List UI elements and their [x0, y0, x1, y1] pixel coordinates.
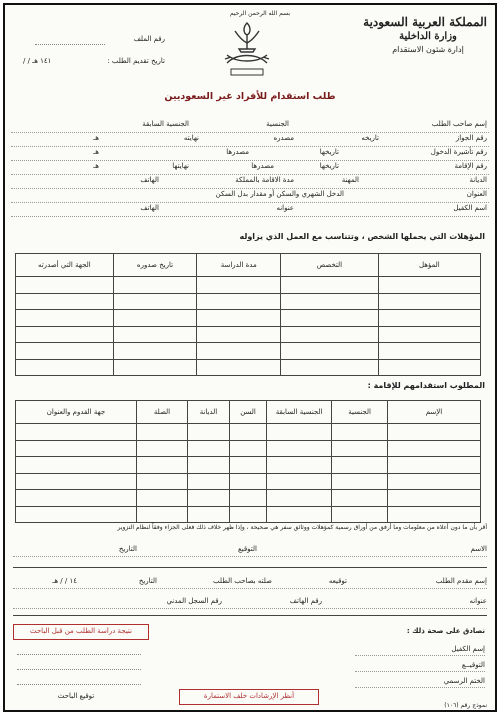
table-cell[interactable] [388, 506, 481, 523]
col-nationality: الجنسية [332, 401, 388, 424]
table-cell[interactable] [188, 424, 230, 441]
result-line [17, 654, 141, 655]
table-cell[interactable] [332, 473, 388, 490]
form-title: طلب استقدام للأفراد غير السعوديين [164, 91, 336, 102]
table-row [16, 326, 481, 343]
instructions-box: أنظر الإرشادات خلف الاستمارة [179, 689, 319, 705]
submitter-date-label: التاريخ [138, 577, 157, 585]
hijri-suffix: هـ [93, 134, 99, 142]
table-cell[interactable] [378, 277, 480, 294]
qualifications-header-row [16, 254, 481, 277]
table-cell[interactable] [188, 506, 230, 523]
col-relation: الصلة [136, 401, 187, 424]
passport-expiry-label: نهايته [183, 134, 199, 142]
table-cell[interactable] [113, 359, 197, 376]
divider [13, 615, 487, 616]
table-cell[interactable] [332, 457, 388, 474]
table-cell[interactable] [229, 506, 266, 523]
table-row [16, 506, 481, 523]
table-cell[interactable] [16, 326, 114, 343]
file-number-line [35, 44, 105, 45]
col-previous-nationality: الجنسية السابقة [267, 401, 332, 424]
table-cell[interactable] [267, 424, 332, 441]
ministry-name: وزارة الداخلية [399, 31, 457, 42]
table-cell[interactable] [113, 293, 197, 310]
sponsor-address-label: عنوانه [276, 204, 294, 212]
table-cell[interactable] [229, 473, 266, 490]
table-cell[interactable] [229, 424, 266, 441]
residence-date-label: تاريخها [319, 162, 339, 170]
address-label: العنوان [466, 190, 487, 198]
table-cell[interactable] [197, 326, 281, 343]
table-cell[interactable] [16, 359, 114, 376]
kingdom-name: المملكة العربية السعودية [363, 15, 487, 29]
table-row [16, 277, 481, 294]
col-specialization: التخصص [281, 254, 379, 277]
table-cell[interactable] [281, 293, 379, 310]
dependents-header-row [16, 401, 481, 424]
saudi-emblem-icon [217, 19, 277, 81]
table-cell[interactable] [16, 293, 114, 310]
table-cell[interactable] [197, 343, 281, 360]
income-housing-label: الدخل الشهري والسكن أو مقدار بدل السكن [215, 190, 344, 198]
table-cell[interactable] [388, 424, 481, 441]
profession-label: المهنة [341, 176, 359, 184]
certify-title: نصادق على صحة ذلك : [406, 627, 485, 635]
residence-expiry-label: نهايتها [172, 162, 189, 170]
table-cell[interactable] [16, 310, 114, 327]
result-line [17, 684, 141, 685]
table-cell[interactable] [16, 490, 137, 507]
table-cell[interactable] [281, 277, 379, 294]
field-row-passport [11, 133, 489, 147]
table-cell[interactable] [188, 473, 230, 490]
result-line [17, 669, 141, 670]
submitter-date-value: ١٤ / / هـ [52, 577, 77, 585]
submitter-relation-label: صلته بصاحب الطلب [213, 577, 272, 585]
table-cell[interactable] [332, 490, 388, 507]
form-number: نموذج رقم (١٠٦) [444, 702, 487, 709]
certify-sponsor-label: إسم الكفيل [355, 645, 485, 656]
col-age: السن [229, 401, 266, 424]
declarant-name-label: الاسم [470, 545, 487, 553]
table-cell[interactable] [136, 457, 187, 474]
residence-number-label: رقم الإقامة [454, 162, 487, 170]
dependents-section-title: المطلوب استقدامهم للإقامة : [367, 381, 485, 390]
field-row-religion [11, 175, 489, 189]
applicant-name-label: إسم صاحب الطلب [431, 120, 487, 128]
table-cell[interactable] [267, 457, 332, 474]
table-cell[interactable] [378, 293, 480, 310]
file-number-label: رقم الملف [133, 35, 165, 43]
declaration-text: أقر بأن ما دون أعلاه من معلومات وما أرفق من أوراق رسمية كمؤهلات ووثائق سفر هي صحيحة ، وإذا ظهر خلاف ذلك فعلى الجزاء وفقاً لنظام التزوير [117, 524, 487, 531]
application-form-page [3, 3, 497, 712]
table-cell[interactable] [197, 359, 281, 376]
qualifications-section-title: المؤهلات التي يحملها الشخص ، وتتناسب مع العمل الذي يزاوله [239, 232, 485, 241]
submitter-row [13, 577, 487, 589]
table-cell[interactable] [388, 440, 481, 457]
table-cell[interactable] [378, 326, 480, 343]
declaration-signature-row [13, 545, 487, 557]
table-cell[interactable] [388, 457, 481, 474]
table-cell[interactable] [16, 277, 114, 294]
passport-number-label: رقم الجواز [455, 134, 487, 142]
table-cell[interactable] [16, 457, 137, 474]
researcher-signature-label: توقيع الباحث [57, 692, 95, 700]
visa-number-label: رقم تأشيرة الدخول [430, 148, 487, 156]
table-cell[interactable] [16, 343, 114, 360]
submission-date-value: / / ١٤١ هـ [23, 57, 52, 65]
table-cell[interactable] [16, 424, 137, 441]
table-cell[interactable] [113, 343, 197, 360]
declarant-date-label: التاريخ [118, 545, 137, 553]
certify-seal-label: الختم الرسمي [355, 677, 485, 688]
bismillah: بسم الله الرحمن الرحيم [229, 10, 291, 17]
field-row-address [11, 189, 489, 203]
religion-label: الديانة [469, 176, 487, 184]
submitter-address-label: عنوانه [469, 597, 487, 605]
submitter-name-label: إسم مقدم الطلب [435, 577, 487, 585]
table-cell[interactable] [229, 490, 266, 507]
table-cell[interactable] [267, 473, 332, 490]
sponsor-name-label: اسم الكفيل [453, 204, 487, 212]
submission-date-label: تاريخ تقديم الطلب : [107, 57, 165, 65]
table-cell[interactable] [197, 310, 281, 327]
field-row-residence [11, 161, 489, 175]
header-ministry-block [363, 15, 487, 56]
table-row [16, 473, 481, 490]
previous-nationality-label: الجنسية السابقة [142, 120, 189, 128]
department-name: إدارة شئون الاستقدام [392, 45, 464, 54]
qualifications-table [15, 253, 481, 376]
table-row [16, 310, 481, 327]
col-name: الإسم [388, 401, 481, 424]
table-row [16, 293, 481, 310]
table-cell[interactable] [136, 440, 187, 457]
table-cell[interactable] [378, 359, 480, 376]
table-cell[interactable] [229, 457, 266, 474]
table-cell[interactable] [136, 506, 187, 523]
table-cell[interactable] [113, 277, 197, 294]
col-origin-address: جهة القدوم والعنوان [16, 401, 137, 424]
field-row-sponsor [11, 203, 489, 217]
phone-label: الهاتف [140, 176, 159, 184]
table-cell[interactable] [267, 490, 332, 507]
residence-source-label: مصدرها [251, 162, 274, 170]
divider [13, 567, 487, 568]
table-cell[interactable] [113, 310, 197, 327]
table-cell[interactable] [188, 440, 230, 457]
dependents-table [15, 400, 481, 523]
table-cell[interactable] [378, 343, 480, 360]
table-cell[interactable] [267, 506, 332, 523]
col-study-duration: مدة الدراسة [197, 254, 281, 277]
nationality-label: الجنسية [266, 120, 289, 128]
table-cell[interactable] [229, 440, 266, 457]
table-cell[interactable] [281, 310, 379, 327]
visa-source-label: مصدرها [226, 148, 249, 156]
table-row [16, 343, 481, 360]
table-cell[interactable] [188, 457, 230, 474]
table-row [16, 440, 481, 457]
passport-source-label: مصدره [273, 134, 294, 142]
table-cell[interactable] [16, 473, 137, 490]
hijri-suffix: هـ [93, 148, 99, 156]
table-cell[interactable] [113, 326, 197, 343]
table-cell[interactable] [16, 506, 137, 523]
declarant-signature-label: التوقيع [238, 545, 257, 553]
table-cell[interactable] [197, 293, 281, 310]
table-row [16, 359, 481, 376]
col-issuing-authority: الجهة التي أصدرته [16, 254, 114, 277]
table-cell[interactable] [281, 359, 379, 376]
col-religion: الديانة [188, 401, 230, 424]
table-row [16, 424, 481, 441]
submitter-address-row [13, 597, 487, 609]
personal-info-fields [11, 119, 489, 217]
hijri-suffix: هـ [93, 162, 99, 170]
stay-duration-label: مدة الاقامة بالمملكة [235, 176, 294, 184]
table-cell[interactable] [136, 490, 187, 507]
field-row-visa [11, 147, 489, 161]
table-cell[interactable] [332, 440, 388, 457]
submitter-phone-label: رقم الهاتف [289, 597, 322, 605]
table-cell[interactable] [281, 343, 379, 360]
table-cell[interactable] [332, 424, 388, 441]
table-cell[interactable] [388, 473, 481, 490]
certify-signature-label: التوقيــع [355, 661, 485, 672]
result-box: نتيجة دراسة الطلب من قبل الباحث [13, 624, 149, 640]
table-cell[interactable] [332, 506, 388, 523]
table-row [16, 457, 481, 474]
table-cell[interactable] [16, 440, 137, 457]
table-cell[interactable] [281, 326, 379, 343]
table-cell[interactable] [136, 473, 187, 490]
field-row-name [11, 119, 489, 133]
table-cell[interactable] [197, 277, 281, 294]
passport-date-label: تاريخه [361, 134, 379, 142]
col-issue-date: تاريخ صدوره [113, 254, 197, 277]
table-cell[interactable] [378, 310, 480, 327]
col-qualification: المؤهل [378, 254, 480, 277]
table-cell[interactable] [388, 490, 481, 507]
table-cell[interactable] [136, 424, 187, 441]
sponsor-phone-label: الهاتف [140, 204, 159, 212]
table-row [16, 490, 481, 507]
table-cell[interactable] [188, 490, 230, 507]
visa-date-label: تاريخها [319, 148, 339, 156]
submitter-civil-id-label: رقم السجل المدني [166, 597, 222, 605]
submitter-signature-label: توقيعه [328, 577, 347, 585]
table-cell[interactable] [267, 440, 332, 457]
